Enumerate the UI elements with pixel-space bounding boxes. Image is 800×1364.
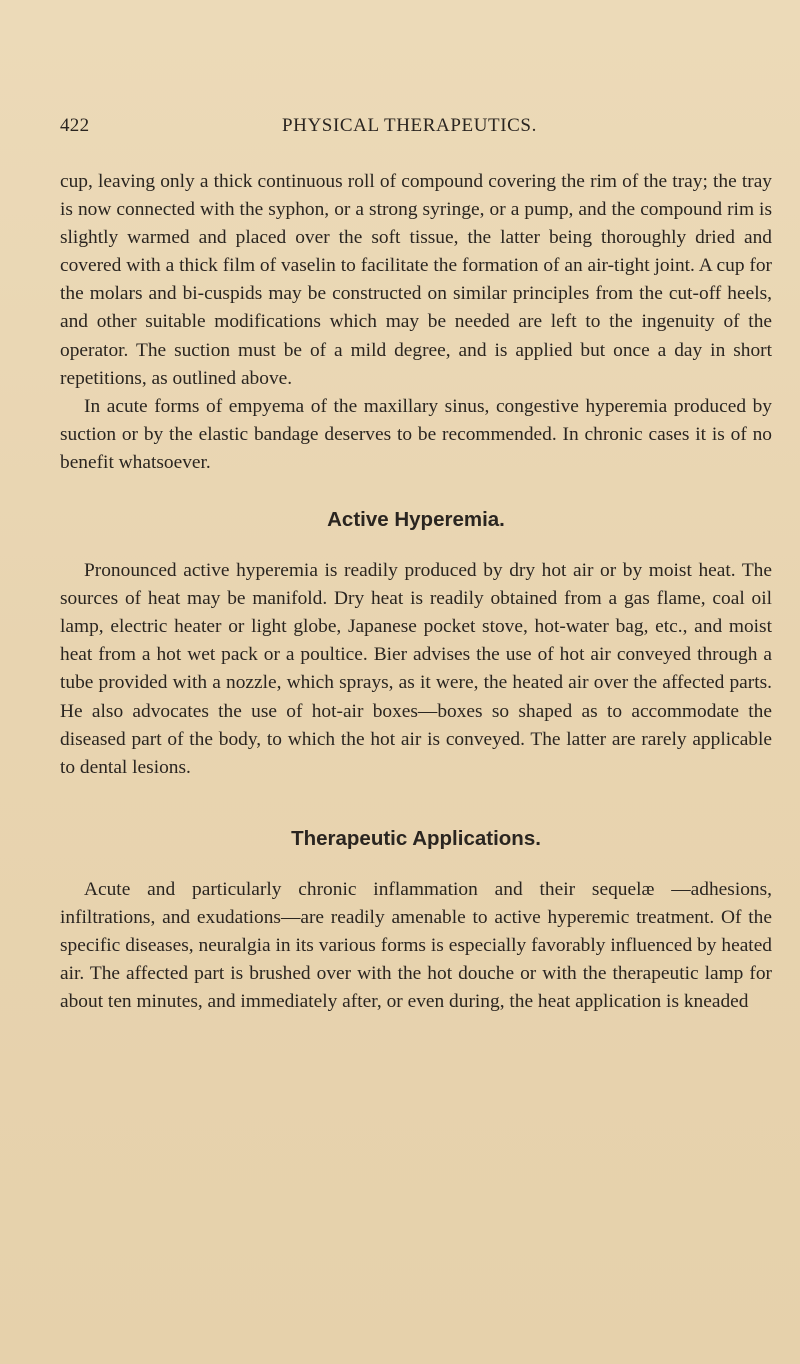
section-heading-therapeutic-applications: Therapeutic Applications.	[291, 826, 541, 850]
page-number: 422	[60, 115, 90, 136]
paragraph: cup, leaving only a thick continuous roll of compound covering the rim of the tray; the tray is now connected with the syphon, or a strong syringe, or a pump, and the compound rim is slightly warmed and placed over the soft tissue, the latter being thoroughly dried and covered with a thick film of vaselin to facilitate the formation of an air-tight joint. A cup for the molars and bi-cuspids may be constructed on similar principles from the cut-off heels, and other suitable modifications which may be needed are left to the ingenuity of the operator. The suction must be of a mild degree, and is applied but once a day in short repetitions, as outlined above.	[60, 171, 772, 389]
paragraph: Pronounced active hyperemia is readily produced by dry hot air or by moist heat. The sources of heat may be manifold. Dry heat is readily obtained from a gas flame, coal oil lamp, electric heater or light globe, Japanese pocket stove, hot-water bag, etc., and moist heat from a hot wet pack or a poultice. Bier advises the use of hot air conveyed through a tube provided with a nozzle, which sprays, as it were, the heated air over the affected parts. He also advocates the use of hot-air boxes—boxes so shaped as to accommodate the diseased part of the body, to which the hot air is conveyed. The latter are rarely applicable to dental lesions.	[60, 560, 772, 778]
page-header	[60, 115, 780, 145]
body-text	[60, 168, 772, 1016]
paragraph: Acute and particularly chronic inflammation and their sequelæ —adhesions, infiltrations, and exudations—are readily amenable to active hyperemic treatment. Of the specific diseases, neuralgia in its various forms is especially favorably influenced by heated air. The affected part is brushed over with the hot douche or with the therapeutic lamp for about ten minutes, and immediately after, or even during, the heat application is kneaded	[60, 878, 772, 1013]
paragraph: In acute forms of empyema of the maxillary sinus, congestive hyperemia produced by suction or by the elastic bandage deserves to be recommended. In chronic cases it is of no benefit whatsoever.	[60, 395, 772, 473]
section-heading-active-hyperemia: Active Hyperemia.	[327, 508, 505, 532]
running-head: PHYSICAL THERAPEUTICS.	[282, 115, 537, 136]
